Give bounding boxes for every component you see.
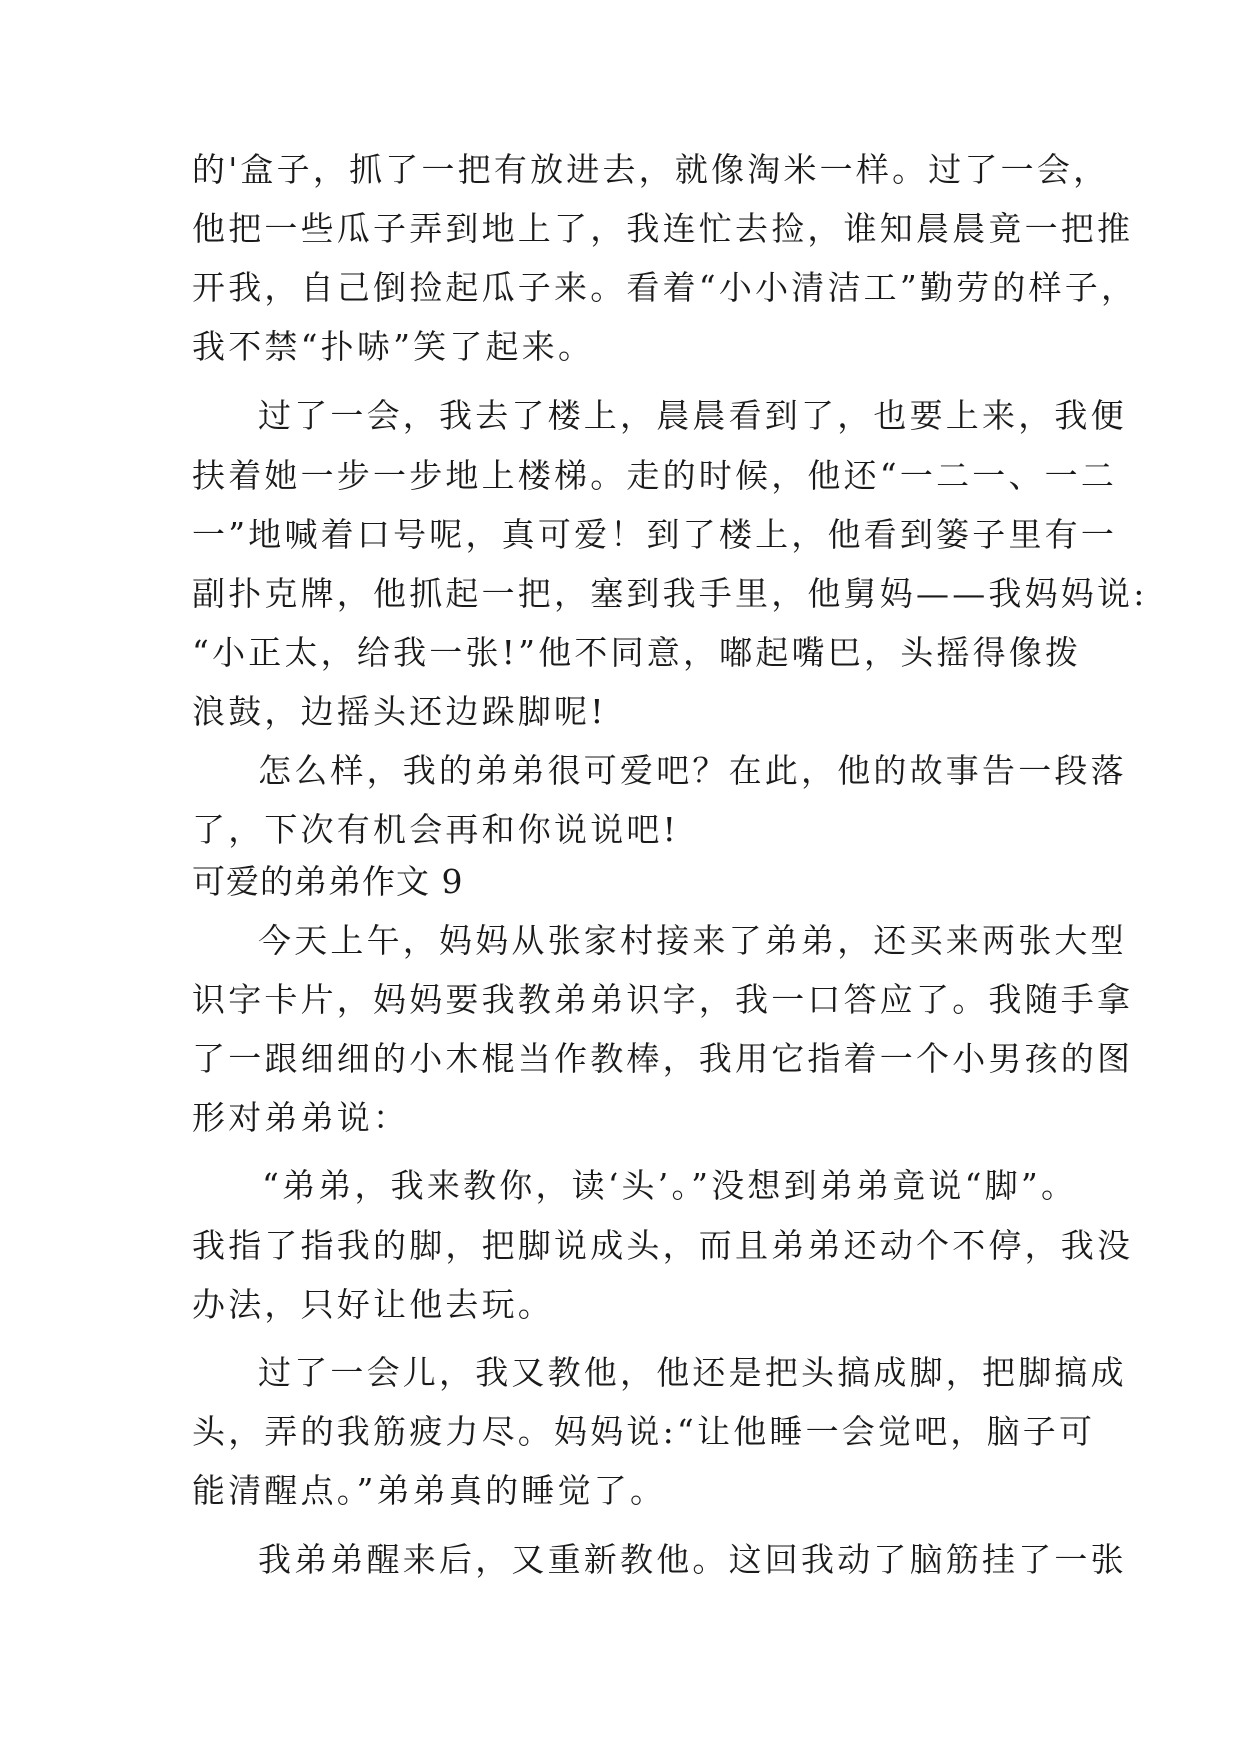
text-line: 了一跟细细的小木棍当作教棒，我用它指着一个小男孩的图 (192, 1039, 1134, 1078)
text-line: 头，弄的我筋疲力尽。妈妈说:“让他睡一会觉吧，脑子可 (192, 1412, 1096, 1451)
text-line: 识字卡片，妈妈要我教弟弟识字，我一口答应了。我随手拿 (192, 980, 1134, 1019)
text-line: 开我，自己倒捡起瓜子来。看着“小小清洁工”勤劳的样子， (192, 268, 1138, 307)
text-line: 能清醒点。”弟弟真的睡觉了。 (192, 1471, 667, 1510)
text-line: 浪鼓，边摇头还边跺脚呢! (192, 692, 607, 731)
text-line: 一”地喊着口号呢，真可爱！到了楼上，他看到篓子里有一 (192, 515, 1118, 554)
paragraph-first-line: 过了一会儿，我又教他，他还是把头搞成脚，把脚搞成 (258, 1353, 1127, 1392)
paragraph-first-line: 今天上午，妈妈从张家村接来了弟弟，还买来两张大型 (258, 921, 1127, 960)
paragraph-first-line: “弟弟，我来教你，读‘头’。”没想到弟弟竟说“脚”。 (262, 1166, 1078, 1205)
text-line: 了，下次有机会再和你说说吧! (192, 810, 680, 849)
text-line: 办法，只好让他去玩。 (192, 1285, 554, 1324)
text-line: 的'盒子，抓了一把有放进去，就像淘米一样。过了一会， (192, 150, 1110, 189)
text-line: 副扑克牌，他抓起一把，塞到我手里，他舅妈——我妈妈说: (192, 574, 1148, 613)
text-line: 我不禁“扑哧”笑了起来。 (192, 327, 595, 366)
text-line: 形对弟弟说： (192, 1098, 410, 1137)
text-line: 我指了指我的脚，把脚说成头，而且弟弟还动个不停，我没 (192, 1226, 1134, 1265)
text-line: “小正太，给我一张!”他不同意，嘟起嘴巴，头摇得像拨 (192, 633, 1082, 672)
text-line: 扶着她一步一步地上楼梯。走的时候，他还“一二一、一二 (192, 456, 1118, 495)
paragraph-first-line: 过了一会，我去了楼上，晨晨看到了，也要上来，我便 (258, 396, 1127, 435)
text-line: 他把一些瓜子弄到地上了，我连忙去捡，谁知晨晨竟一把推 (192, 209, 1134, 248)
paragraph-first-line: 我弟弟醒来后，又重新教他。这回我动了脑筋挂了一张 (258, 1540, 1127, 1579)
section-heading: 可爱的弟弟作文 9 (192, 862, 464, 901)
paragraph-first-line: 怎么样，我的弟弟很可爱吧？在此，他的故事告一段落 (258, 751, 1127, 790)
